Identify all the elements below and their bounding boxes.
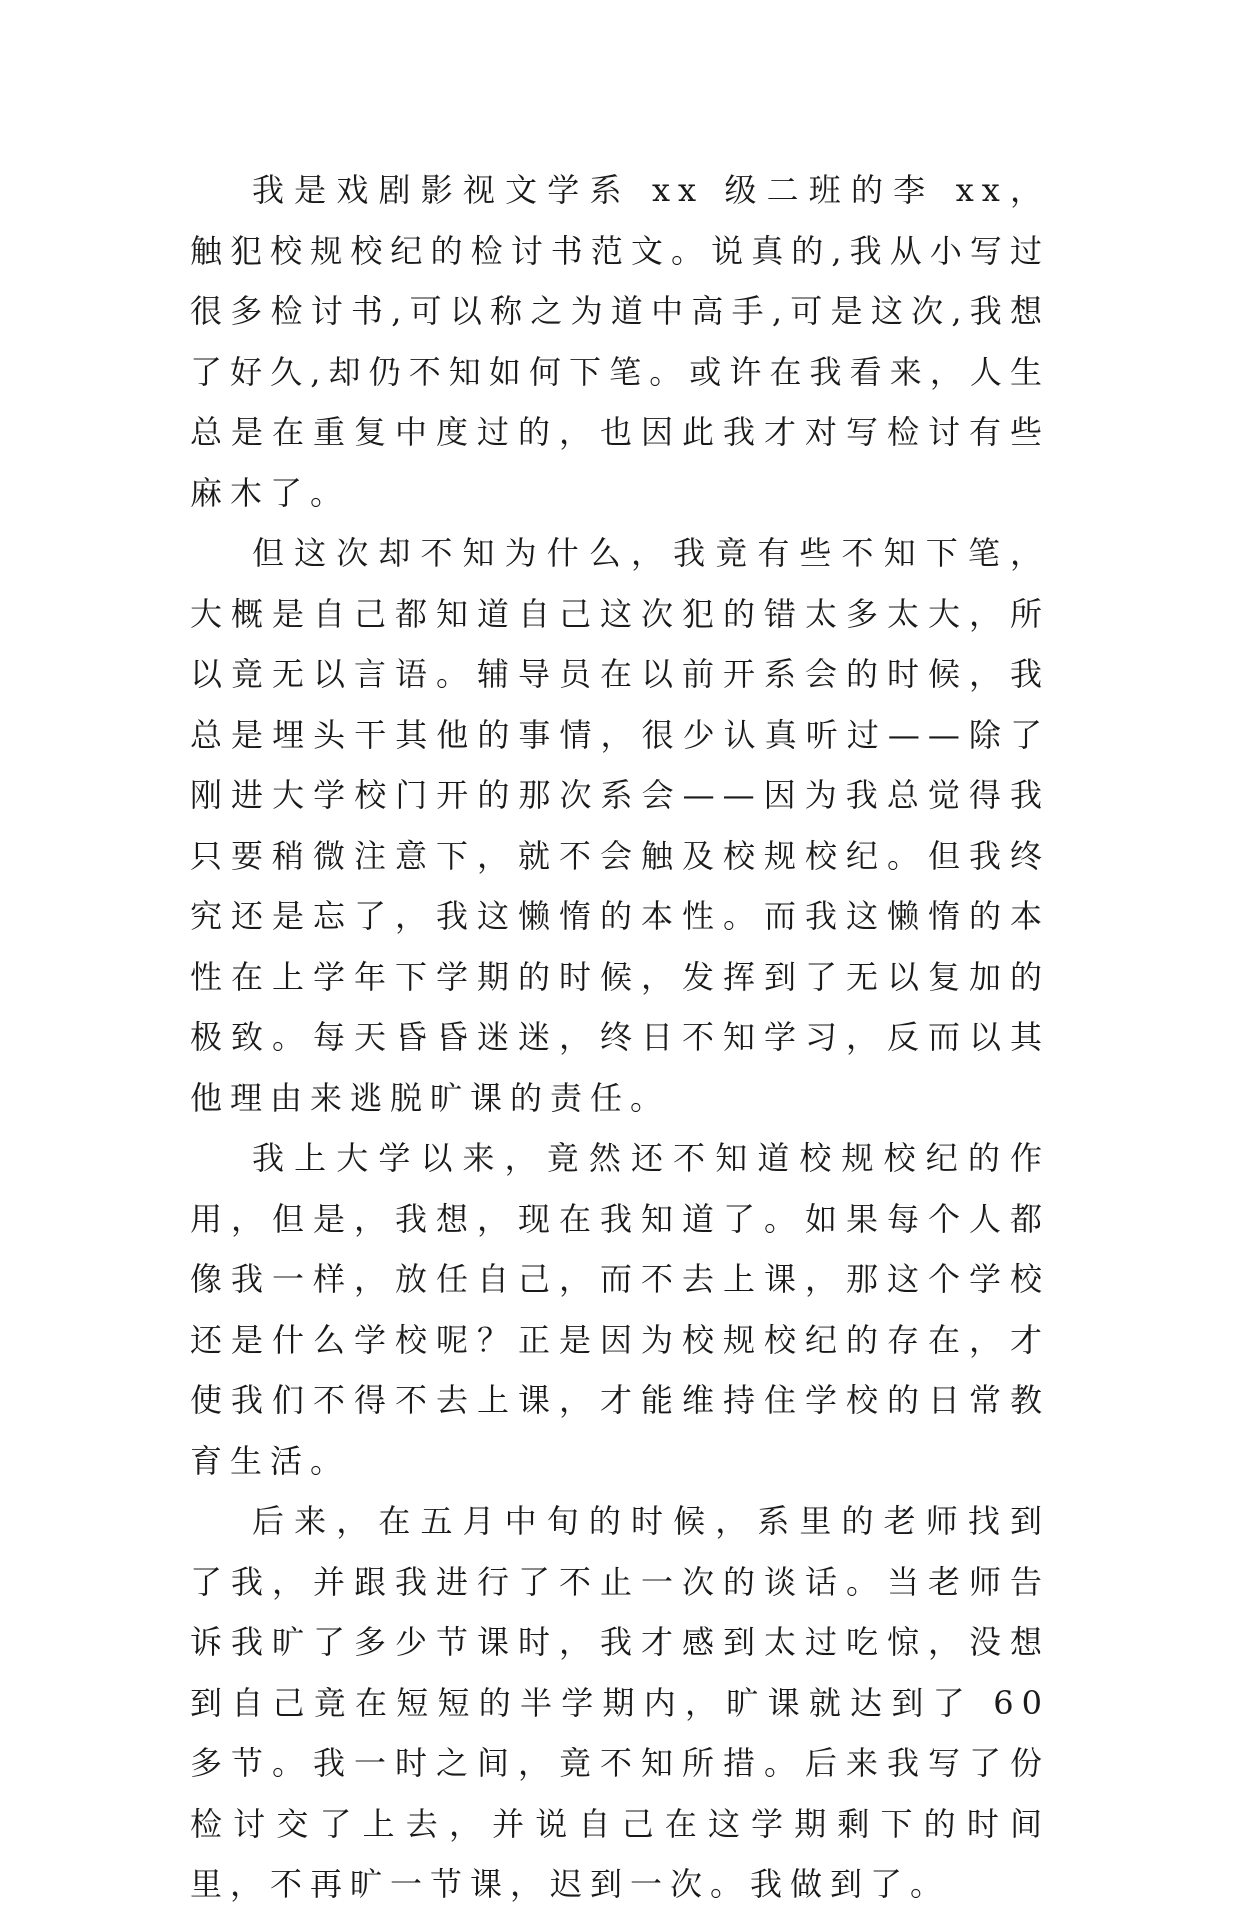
- paragraph-3: 我上大学以来，竟然还不知道校规校纪的作用，但是，我想，现在我知道了。如果每个人都像我一样，放任自己，而不去上课，那这个学校还是什么学校呢？正是因为校规校纪的存在，才使我们不得不去上课，才能维持住学校的日常教育生活。: [190, 1139, 1050, 1480]
- paragraph-4: 后来，在五月中旬的时候，系里的老师找到了我，并跟我进行了不止一次的谈话。当老师告诉我旷了多少节课时，我才感到太过吃惊，没想到自己竟在短短的半学期内，旷课就达到了 60 多节。我一时之间，竟不知所措。后来我写了份检讨交了上去，并说自己在这学期剩下的时间里，不再旷一节课，迟到一次。我做到了。: [190, 1502, 1050, 1903]
- paragraph-1: 我是戏剧影视文学系 xx 级二班的李 xx，触犯校规校纪的检讨书范文。说真的,我从小写过很多检讨书,可以称之为道中高手,可是这次,我想了好久,却仍不知如何下笔。或许在我看来，人生总是在重复中度过的，也因此我才对写检讨有些麻木了。: [190, 171, 1050, 512]
- document-page: [190, 160, 1050, 1915]
- paragraph-2: 但这次却不知为什么，我竟有些不知下笔，大概是自己都知道自己这次犯的错太多太大，所以竟无以言语。辅导员在以前开系会的时候，我总是埋头干其他的事情，很少认真听过——除了刚进大学校门开的那次系会——因为我总觉得我只要稍微注意下，就不会触及校规校纪。但我终究还是忘了，我这懒惰的本性。而我这懒惰的本性在上学年下学期的时候，发挥到了无以复加的极致。每天昏昏迷迷，终日不知学习，反而以其他理由来逃脱旷课的责任。: [190, 534, 1050, 1117]
